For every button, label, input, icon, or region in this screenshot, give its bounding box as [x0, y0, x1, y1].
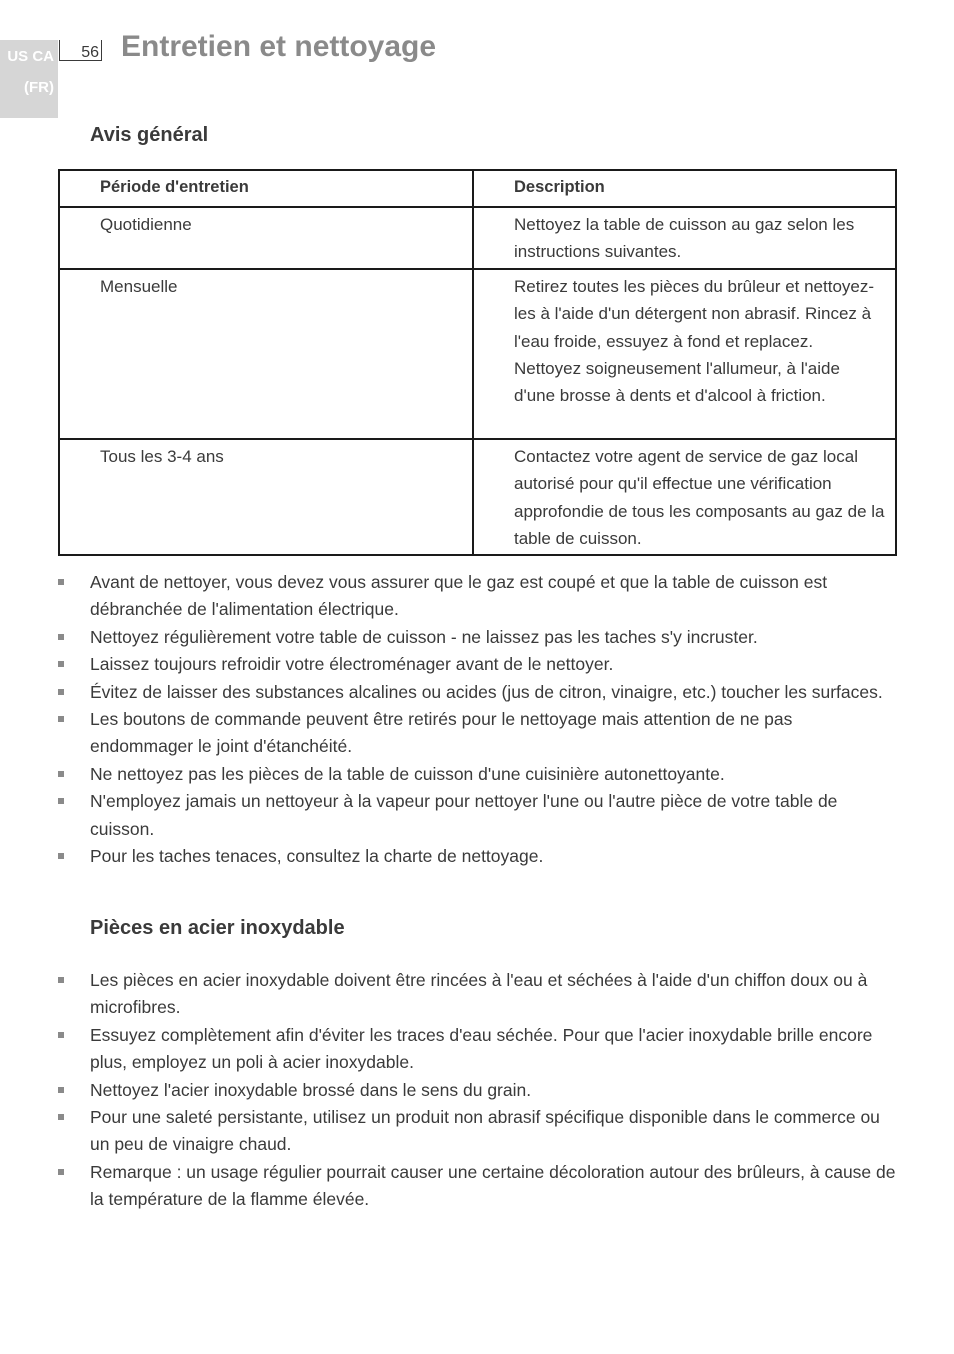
general-tips-list	[58, 569, 898, 870]
description-text: Nettoyez la table de cuisson au gaz selon les instructions suivantes.	[514, 215, 855, 262]
bullet-square-icon	[58, 798, 64, 804]
list-item-text: Ne nettoyez pas les pièces de la table de cuisson d'une cuisinière autonettoyante.	[90, 763, 725, 784]
description-text: Retirez toutes les pièces du brûleur et nettoyez-les à l'aide d'un détergent non abrasif. Rincez à l'eau froide, essuyez à fond et replacez.	[514, 276, 875, 351]
bullet-square-icon	[58, 716, 64, 722]
bullet-square-icon	[58, 977, 64, 983]
table-row	[59, 269, 896, 439]
bullet-square-icon	[58, 1169, 64, 1175]
language-label: (FR)	[24, 79, 54, 96]
list-item-text: Remarque : un usage régulier pourrait causer une certaine décoloration autour des brûleurs, à cause de la température de la flamme élevée.	[90, 1161, 896, 1210]
list-item	[58, 1022, 898, 1077]
stainless-tips-list	[58, 967, 898, 1214]
page-title: Entretien et nettoyage	[121, 30, 437, 63]
list-item-text: Essuyez complètement afin d'éviter les traces d'eau séchée. Pour que l'acier inoxydable brille encore plus, employez un poli à acier inoxydable.	[90, 1024, 873, 1073]
bullet-square-icon	[58, 1114, 64, 1120]
section-heading-general: Avis général	[90, 124, 209, 146]
period-cell: Tous les 3-4 ans	[59, 439, 473, 556]
list-item	[58, 706, 898, 761]
maintenance-table	[58, 169, 897, 556]
table-row	[59, 207, 896, 269]
list-item-text: Évitez de laisser des substances alcalines ou acides (jus de citron, vinaigre, etc.) toucher les surfaces.	[90, 681, 883, 702]
page-number	[59, 40, 102, 61]
period-cell: Quotidienne	[59, 207, 473, 269]
list-item	[58, 679, 898, 706]
list-item-text: Pour les taches tenaces, consultez la charte de nettoyage.	[90, 846, 544, 867]
bullet-square-icon	[58, 661, 64, 667]
list-item	[58, 1104, 898, 1159]
list-item	[58, 788, 898, 843]
list-item	[58, 569, 898, 624]
list-item	[58, 624, 898, 651]
list-item	[58, 967, 898, 1022]
period-cell: Mensuelle	[59, 269, 473, 439]
bullet-square-icon	[58, 689, 64, 695]
list-item	[58, 1077, 898, 1104]
bullet-square-icon	[58, 579, 64, 585]
column-header-period: Période d'entretien	[59, 170, 473, 207]
region-tab	[0, 40, 58, 118]
list-item-text: Pour une saleté persistante, utilisez un produit non abrasif spécifique disponible dans le commerce ou un peu de vinaigre chaud.	[90, 1107, 880, 1155]
bullet-square-icon	[58, 853, 64, 859]
list-item-text: Nettoyez l'acier inoxydable brossé dans le sens du grain.	[90, 1079, 532, 1100]
list-item	[58, 1159, 898, 1214]
page-number-text: 56	[81, 44, 99, 61]
column-header-description: Description	[473, 170, 896, 207]
description-cell	[473, 207, 896, 269]
description-cell	[473, 269, 896, 439]
list-item	[58, 843, 898, 870]
list-item	[58, 761, 898, 788]
description-text: Nettoyez soigneusement l'allumeur, à l'aide d'une brosse à dents et d'alcool à friction.	[514, 359, 840, 406]
bullet-square-icon	[58, 1032, 64, 1038]
table-row	[59, 439, 896, 556]
bullet-square-icon	[58, 634, 64, 640]
section-heading-stainless: Pièces en acier inoxydable	[90, 917, 345, 939]
bullet-square-icon	[58, 1087, 64, 1093]
list-item-text: N'employez jamais un nettoyeur à la vapeur pour nettoyer l'une ou l'autre pièce de votre table de cuisson.	[90, 791, 838, 839]
list-item	[58, 651, 898, 678]
description-text: Contactez votre agent de service de gaz local autorisé pour qu'il effectue une vérification approfondie de tous les composants au gaz de la table de cuisson.	[514, 446, 885, 549]
list-item-text: Laissez toujours refroidir votre électroménager avant de le nettoyer.	[90, 654, 614, 675]
list-item-text: Nettoyez régulièrement votre table de cuisson - ne laissez pas les taches s'y incruster.	[90, 626, 758, 647]
list-item-text: Les boutons de commande peuvent être retirés pour le nettoyage mais attention de ne pas endommager le joint d'étanchéité.	[90, 709, 793, 757]
list-item-text: Avant de nettoyer, vous devez vous assurer que le gaz est coupé et que la table de cuisson est débranchée de l'alimentation électrique.	[90, 572, 828, 620]
bullet-square-icon	[58, 771, 64, 777]
region-label: US CA	[7, 48, 54, 65]
description-cell	[473, 439, 896, 556]
list-item-text: Les pièces en acier inoxydable doivent être rincées à l'eau et séchées à l'aide d'un chiffon doux ou à microfibres.	[90, 970, 868, 1018]
table-header-row	[59, 170, 896, 207]
